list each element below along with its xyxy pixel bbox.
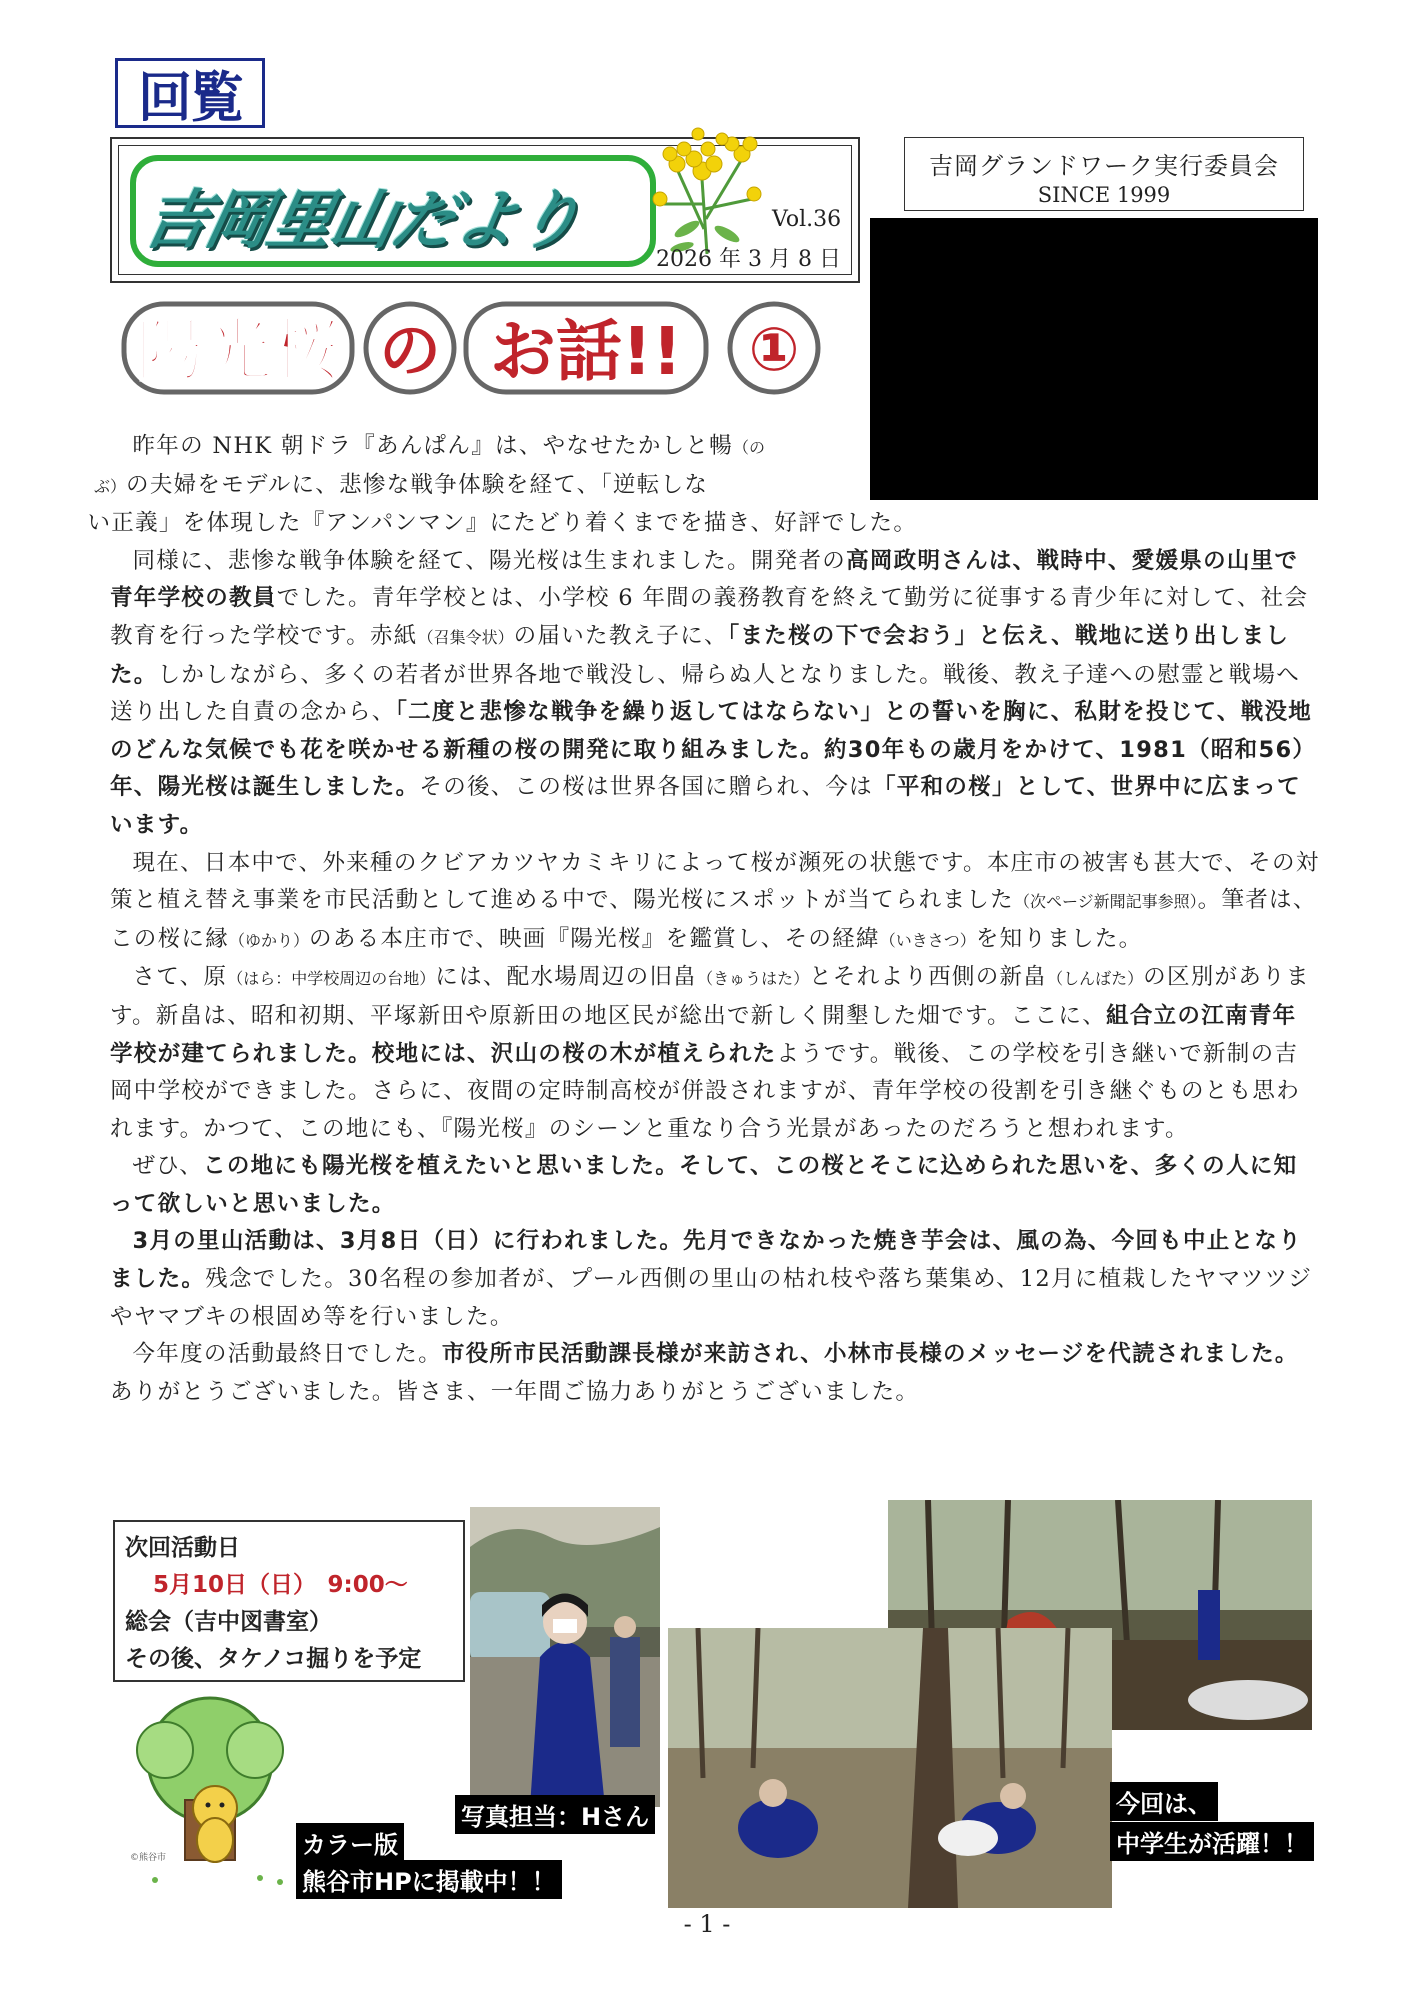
paragraph-2: 同様に、悲惨な戦争体験を経て、陽光桜は生まれました。開発者の高岡政明さんは、戦時中、愛媛県の山里で青年学校の教員でした。青年学校とは、小学校 6 年間の義務教育を終えて勤労に従事する青少年に対して、社会教育を行った学校です。赤紙（召集令状）の届いた教え子に、「また桜の下で会おう」と伝え、戦地に送り出しました。しかしながら、多くの若者が世界各地で戦没し、帰らぬ人となりました。戦後、教え子達への慰霊と戦場へ送り出した自責の念から、「二度と悲惨な戦争を繰り返してはならない」との誓いを胸に、私財を投じて、戦没地のどんな気候でも花を咲かせる新種の桜の開発に取り組みました。約30年もの歳月をかけて、1981（昭和56）年、陽光桜は誕生しました。その後、この桜は世界各国に贈られ、今は「平和の桜」として、世界中に広まっています。 bbox=[110, 547, 1317, 838]
headline-word-2: の bbox=[378, 314, 442, 387]
paragraph-3: 現在、日本中で、外来種のクビアカツヤカミキリによって桜が瀕死の状態です。本庄市の被害も甚大で、その対策と植え替え事業を市民活動として進める中で、陽光桜にスポットが当てられました（次ページ新聞記事参照）。筆者は、この桜に縁（ゆかり）のある本庄市で、映画『陽光桜』を鑑賞し、その経緯（いきさつ）を知りました。 bbox=[110, 849, 1320, 952]
color-version-site-label: 熊谷市HPに掲載中！！ bbox=[296, 1860, 562, 1899]
masthead bbox=[110, 137, 860, 283]
volume-number: Vol.36 bbox=[772, 207, 842, 232]
this-time-label: 今回は、 bbox=[1110, 1782, 1218, 1821]
page-number: - 1 - bbox=[683, 1910, 731, 1938]
organization-name: 吉岡グランドワーク実行委員会 bbox=[929, 152, 1279, 180]
next-activity-notice bbox=[113, 1520, 465, 1682]
mascot-tree-icon bbox=[120, 1690, 300, 1890]
paragraph-6: 3月の里山活動は、3月8日（日）に行われました。先月できなかった焼き芋会は、風の為、今回も中止となりました。残念でした。30名程の参加者が、プール西側の里山の枯れ枝や落ち葉集め、12月に植栽したヤマツツジやヤマブキの根固め等を行いました。 bbox=[110, 1228, 1313, 1330]
students-active-label: 中学生が活躍！！ bbox=[1110, 1822, 1314, 1861]
next-activity-datetime: 5月10日（日） 9:00～ bbox=[153, 1572, 408, 1598]
next-activity-line-1: 総会（吉中図書室） bbox=[125, 1609, 332, 1635]
organization-since: SINCE 1999 bbox=[1037, 183, 1171, 207]
circulation-mark bbox=[115, 58, 265, 128]
next-activity-line-2: その後、タケノコ掘りを予定 bbox=[125, 1646, 422, 1672]
photo-students-kneeling bbox=[668, 1628, 1112, 1908]
color-version-label: カラー版 bbox=[296, 1823, 404, 1862]
mascot-credit: ©熊谷市 bbox=[130, 1853, 167, 1863]
headline-word-3: お話!! bbox=[489, 313, 683, 390]
paragraph-4: さて、原（はら：中学校周辺の台地）には、配水場周辺の旧畠（きゅうはた）とそれより西側の新畠（しんばた）の区別があります。新畠は、昭和初期、平塚新田や原新田の地区民が総出で新しく開墾した畑です。ここに、組合立の江南青年学校が建てられました。校地には、沢山の桜の木が植えられたようです。戦後、この学校を引き継いで新制の吉岡中学校ができました。さらに、夜間の定時制高校が併設されますが、青年学校の役割を引き継ぐものとも思われます。かつて、この地にも、『陽光桜』のシーンと重なり合う光景があったのだろうと想われます。 bbox=[110, 964, 1310, 1142]
issue-date: 2026 年 3 月 8 日 bbox=[656, 247, 841, 272]
circulation-mark-text: 回覧 bbox=[138, 65, 242, 129]
organization-box bbox=[904, 137, 1304, 211]
paragraph-1: 昨年の NHK 朝ドラ『あんぱん』は、やなせたかしと暢（の ぶ）の夫婦をモデルに、悲惨な戦争体験を経て、「逆転しな い正義」を体現した『アンパンマン』にたどり着くまでを描き、好評でした。 bbox=[87, 433, 918, 537]
photo-student bbox=[470, 1507, 660, 1807]
headline-word-4: ① bbox=[748, 315, 800, 385]
next-activity-heading: 次回活動日 bbox=[125, 1535, 240, 1561]
paragraph-5: ぜひ、この地にも陽光桜を植えたいと思いました。そして、この桜とそこに込められた思いを、多くの人に知って欲しいと思いました。 bbox=[110, 1153, 1298, 1217]
newsletter-title: 吉岡里山だより bbox=[136, 184, 587, 258]
headline-word-1: 陽光桜 bbox=[135, 312, 341, 391]
photographer-label: 写真担当：Hさん bbox=[455, 1795, 655, 1834]
article-body bbox=[87, 428, 1320, 1411]
rapeseed-flower-icon bbox=[632, 109, 782, 259]
headline bbox=[120, 298, 840, 398]
paragraph-7: 今年度の活動最終日でした。市役所市民活動課長様が来訪され、小林市長様のメッセージを代読されました。ありがとうございました。皆さま、一年間ご協力ありがとうございました。 bbox=[110, 1341, 1299, 1405]
